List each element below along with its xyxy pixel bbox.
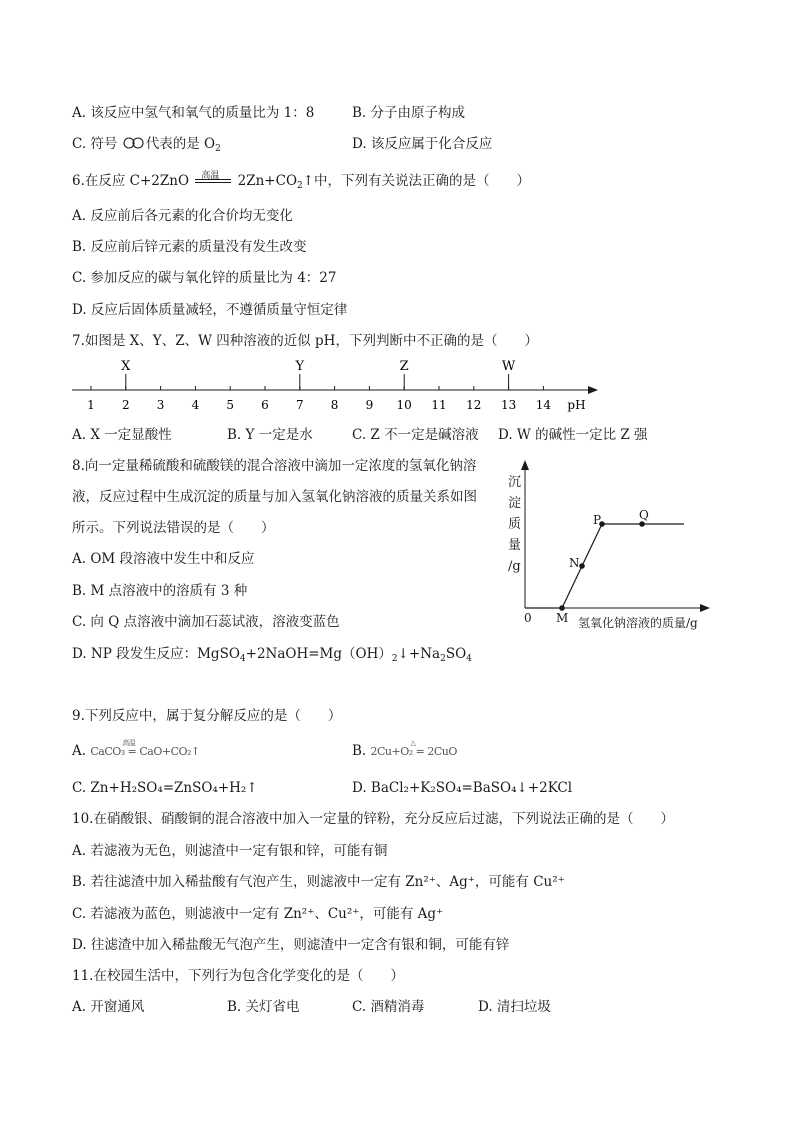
q10-option-c: C. 若滤液为蓝色，则滤液中一定有 Zn²⁺、Cu²⁺，可能有 Ag⁺ <box>72 906 444 922</box>
q10-option-a: A. 若滤液为无色，则滤渣中一定有银和锌，可能有铜 <box>72 843 388 859</box>
q5-option-b: B. 分子由原子构成 <box>352 105 466 121</box>
q8-option-d-sub3: 2 <box>440 654 446 664</box>
ph-scale-diagram <box>66 356 606 416</box>
q8-stem-line3: 所示。下列说法错误的是（ ） <box>72 520 275 536</box>
point-q <box>639 521 645 527</box>
ph-tick-label: 14 <box>535 398 552 412</box>
ph-marker-label: Z <box>399 359 409 374</box>
q9-option-c: C. Zn+H₂SO₄=ZnSO₄+H₂↑ <box>72 780 258 796</box>
q6-equals-line-2 <box>195 182 231 183</box>
graph-ylabel <box>508 475 521 574</box>
q9-option-b-condition: △ <box>410 739 416 747</box>
q9-option-b <box>352 739 457 761</box>
q6-condition-arrow <box>193 171 233 187</box>
q11-option-b: B. 关灯省电 <box>227 999 300 1015</box>
graph-x-arrow <box>700 604 710 612</box>
ylabel-char: 质 <box>508 517 522 532</box>
ph-marker-label: Y <box>295 359 305 374</box>
q6-option-c: C. 参加反应的碳与氧化锌的质量比为 4：27 <box>72 270 337 286</box>
q5-option-c-sub: 2 <box>215 144 221 154</box>
q8-option-d-sub4: 4 <box>466 654 472 664</box>
q5-option-a: A. 该反应中氢气和氧气的质量比为 1：8 <box>72 105 315 121</box>
ph-tick-label: 4 <box>191 398 200 412</box>
q11-option-c: C. 酒精消毒 <box>352 999 425 1015</box>
q6-stem-sub: 2 <box>297 181 303 191</box>
q8-option-d-sub1: 4 <box>239 654 246 664</box>
precipitate-graph <box>502 456 732 636</box>
ph-tick-label: 10 <box>396 398 412 412</box>
q6-option-b: B. 反应前后锌元素的质量没有发生改变 <box>72 239 307 255</box>
q9-option-a-formula: CaCO₃ = CaO+CO₂↑ <box>90 745 200 758</box>
q6-equals-line-1 <box>195 179 231 180</box>
q6-option-a: A. 反应前后各元素的化合价均无变化 <box>72 208 293 224</box>
ph-axis-arrow <box>588 386 598 394</box>
q7-option-c: C. Z 不一定是碱溶液 <box>352 427 479 443</box>
q9-option-b-formula: 2Cu+O₂ = 2CuO <box>370 745 457 758</box>
point-m <box>559 605 565 611</box>
ph-tick-label: 8 <box>330 398 339 412</box>
q6-condition: 高温 <box>201 171 220 181</box>
q6-stem-suffix: ↑中，下列有关说法正确的是（ ） <box>302 173 531 189</box>
molecule-symbol-icon <box>122 137 146 149</box>
ph-tick-label: 2 <box>121 398 130 412</box>
q9-option-a <box>72 739 200 761</box>
ph-tick-label: 7 <box>295 398 304 412</box>
label-n: N <box>569 556 580 570</box>
q11-stem: 11.在校园生活中，下列行为包含化学变化的是（ ） <box>72 968 404 984</box>
q9-option-b-label: B. <box>352 743 367 759</box>
ylabel-char: 淀 <box>508 496 522 511</box>
q7-option-d: D. W 的碱性一定比 Z 强 <box>498 427 648 443</box>
ylabel-char: 沉 <box>508 475 522 490</box>
q10-option-d: D. 往滤渣中加入稀盐酸无气泡产生，则滤渣中一定含有银和铜，可能有锌 <box>72 937 510 953</box>
q8-option-a: A. OM 段溶液中发生中和反应 <box>72 551 255 567</box>
q8-option-b: B. M 点溶液中的溶质有 3 种 <box>72 583 248 599</box>
label-q: Q <box>639 508 649 522</box>
ph-tick-label: 12 <box>466 398 482 412</box>
ph-tick-label: 5 <box>226 398 235 412</box>
q9-option-d: D. BaCl₂+K₂SO₄=BaSO₄↓+2KCl <box>352 780 573 796</box>
q6-stem-mid: 2Zn+CO <box>237 173 298 189</box>
q8-option-d-mid2: ↓+Na <box>397 646 441 662</box>
q8-option-c: C. 向 Q 点溶液中滴加石蕊试液，溶液变蓝色 <box>72 614 340 630</box>
q9-stem: 9.下列反应中，属于复分解反应的是（ ） <box>72 708 342 724</box>
q8-option-d <box>72 645 472 668</box>
ylabel-char: /g <box>508 559 521 574</box>
ph-marker-label: X <box>121 359 131 374</box>
q8-option-d-mid3: SO <box>445 646 467 662</box>
q5-option-c <box>72 135 221 158</box>
q11-option-d: D. 清扫垃圾 <box>478 999 551 1015</box>
ph-tick-label: 3 <box>156 398 165 412</box>
ph-tick-label: 6 <box>261 398 269 412</box>
q5-option-c-prefix: C. 符号 <box>72 136 118 152</box>
point-n <box>579 563 585 569</box>
ph-tick-label: 1 <box>87 398 95 412</box>
graph-curve <box>525 524 684 608</box>
q9-option-a-condition: 高温 <box>122 739 136 747</box>
ylabel-char: 量 <box>508 538 522 553</box>
q6-stem-prefix: 6.在反应 C+2ZnO <box>72 173 190 189</box>
q8-option-d-mid: +2NaOH=Mg（OH） <box>245 646 392 662</box>
q9-option-a-label: A. <box>72 743 87 759</box>
q8-option-d-prefix: D. NP 段发生反应：MgSO <box>72 646 240 662</box>
q6-option-d: D. 反应后固体质量减轻，不遵循质量守恒定律 <box>72 302 348 318</box>
q10-stem: 10.在硝酸银、硝酸铜的混合溶液中加入一定量的锌粉，充分反应后过滤，下列说法正确的是（ ） <box>72 811 674 827</box>
q11-option-a: A. 开窗通风 <box>72 999 145 1015</box>
label-m: M <box>556 611 569 625</box>
q5-option-d: D. 该反应属于化合反应 <box>352 136 493 152</box>
q8-stem-line2: 液，反应过程中生成沉淀的质量与加入氢氧化钠溶液的质量关系如图 <box>72 489 477 505</box>
q10-option-b: B. 若往滤渣中加入稀盐酸有气泡产生，则滤液中一定有 Zn²⁺、Ag⁺，可能有 Cu²⁺ <box>72 874 565 890</box>
ph-marker-label: W <box>501 359 516 374</box>
q8-option-d-sub2: 2 <box>391 654 398 664</box>
q8-stem-line1: 8.向一定量稀硫酸和硫酸镁的混合溶液中滴加一定浓度的氢氧化钠溶 <box>72 458 477 474</box>
ph-unit-label: pH <box>567 398 586 412</box>
graph-origin: 0 <box>524 611 532 625</box>
label-p: P <box>593 513 602 527</box>
q6-stem <box>72 171 530 195</box>
graph-xlabel: 氢氧化钠溶液的质量/g <box>578 616 698 630</box>
ph-tick-label: 11 <box>431 398 447 412</box>
q9-option-b-equation <box>370 739 457 761</box>
graph-y-arrow <box>521 460 529 470</box>
q9-option-a-equation <box>90 739 200 761</box>
ph-tick-label: 13 <box>500 398 517 412</box>
q7-stem: 7.如图是 X、Y、Z、W 四种溶液的近似 pH，下列判断中不正确的是（ ） <box>72 333 538 349</box>
ph-tick-label: 9 <box>365 398 374 412</box>
q7-option-a: A. X 一定显酸性 <box>72 427 172 443</box>
q5-option-c-text: 代表的是 O <box>145 136 216 152</box>
q7-option-b: B. Y 一定是水 <box>227 427 313 443</box>
